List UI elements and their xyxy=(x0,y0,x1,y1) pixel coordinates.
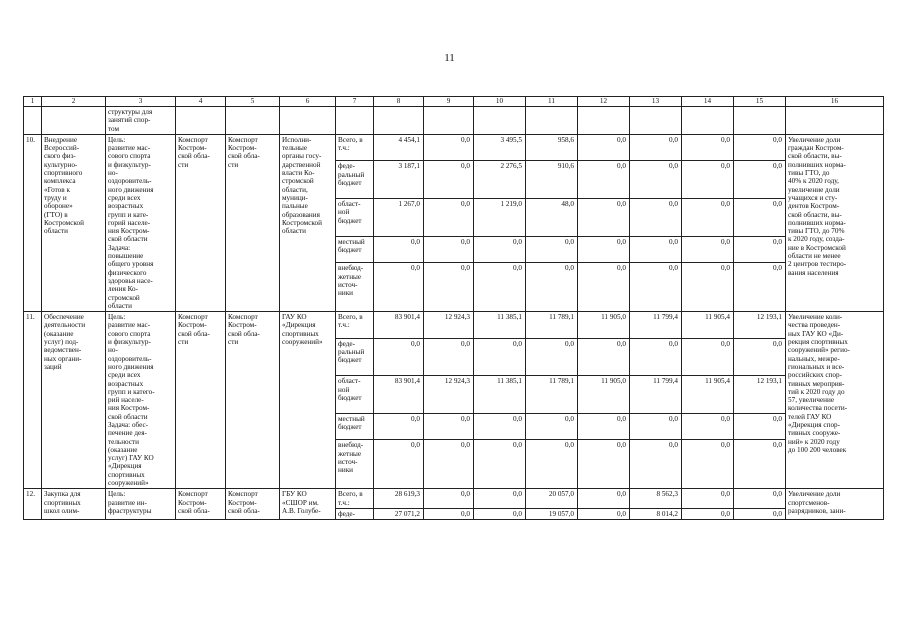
funding-value: 0,0 xyxy=(374,263,424,312)
funding-value: 0,0 xyxy=(474,440,526,489)
table-row xyxy=(24,312,884,338)
funding-value: 0,0 xyxy=(526,263,578,312)
column-number-header: 6 xyxy=(280,97,336,107)
funding-value: 0,0 xyxy=(424,161,474,199)
column-number-header: 2 xyxy=(42,97,106,107)
column-number-header: 13 xyxy=(630,97,682,107)
funding-value: 0,0 xyxy=(682,199,734,237)
column-number-header: 16 xyxy=(786,97,884,107)
funding-value: 11 905,4 xyxy=(682,312,734,338)
column-number-header: 14 xyxy=(682,97,734,107)
empty-cell xyxy=(630,107,682,135)
funding-value: 0,0 xyxy=(682,134,734,160)
funding-value: 0,0 xyxy=(424,508,474,519)
column-number-header: 10 xyxy=(474,97,526,107)
funding-value: 0,0 xyxy=(474,236,526,262)
funding-value: 0,0 xyxy=(630,161,682,199)
item-number: 10. xyxy=(24,134,42,311)
empty-cell xyxy=(526,107,578,135)
funding-value: 0,0 xyxy=(374,413,424,439)
item-responsible: Комспорт Костром- ской обла- сти xyxy=(176,134,226,311)
funding-source: внебюд- жетные источ- ники xyxy=(336,440,374,489)
funding-value: 0,0 xyxy=(374,440,424,489)
funding-source: област- ной бюджет xyxy=(336,376,374,414)
item-name: Закупка для спортивных школ олим- xyxy=(42,489,106,520)
item-goal: Цель: развитие ин- фраструктуры xyxy=(106,489,176,520)
funding-value: 1 219,0 xyxy=(474,199,526,237)
empty-cell xyxy=(734,107,786,135)
item-name: Внедрение Всероссий- ского физ- культурно- спортивного комплекса «Готов к труду и обороне» (ГТО) в Костромской области xyxy=(42,134,106,311)
program-table xyxy=(23,96,884,520)
funding-value: 0,0 xyxy=(630,263,682,312)
funding-value: 0,0 xyxy=(578,508,630,519)
empty-cell xyxy=(280,107,336,135)
column-number-header: 12 xyxy=(578,97,630,107)
funding-source: внебюд- жетные источ- ники xyxy=(336,263,374,312)
funding-value: 8 562,3 xyxy=(630,489,682,509)
funding-value: 0,0 xyxy=(424,134,474,160)
item-name: Обеспечение деятельности (оказание услуг) под- ведомствен- ных органи- заций xyxy=(42,312,106,489)
funding-value: 12 924,3 xyxy=(424,312,474,338)
funding-value: 11 905,4 xyxy=(682,376,734,414)
column-number-header: 9 xyxy=(424,97,474,107)
funding-value: 0,0 xyxy=(734,338,786,376)
funding-value: 0,0 xyxy=(630,236,682,262)
column-number-header: 3 xyxy=(106,97,176,107)
funding-value: 3 187,1 xyxy=(374,161,424,199)
expected-result: Увеличение коли- чества проведен- ных ГАУ КО «Ди- рекция спортивных сооружений» регио- нальных, межре- гиональных и все- российских спор- тивных мероприя- тий к 2020 году до 57, увеличение количества посети- телей ГАУ КО «Дирекция спор- тивных сооруже- ний» к 2020 году до 100 200 человек xyxy=(786,312,884,489)
funding-value: 2 276,5 xyxy=(474,161,526,199)
funding-value: 3 495,5 xyxy=(474,134,526,160)
funding-value: 0,0 xyxy=(578,440,630,489)
funding-value: 0,0 xyxy=(424,199,474,237)
page-number: 11 xyxy=(444,52,455,64)
funding-value: 0,0 xyxy=(526,236,578,262)
funding-value: 0,0 xyxy=(374,236,424,262)
empty-cell xyxy=(42,107,106,135)
funding-source: Всего, в т.ч.: xyxy=(336,134,374,160)
funding-value: 83 901,4 xyxy=(374,312,424,338)
empty-cell xyxy=(226,107,280,135)
funding-value: 958,6 xyxy=(526,134,578,160)
funding-source: феде- ральный бюджет xyxy=(336,338,374,376)
item-coexecutor: Комспорт Костром- ской обла- xyxy=(226,489,280,520)
funding-source: феде- ральный бюджет xyxy=(336,161,374,199)
funding-value: 0,0 xyxy=(734,134,786,160)
funding-value: 0,0 xyxy=(578,236,630,262)
funding-source: област- ной бюджет xyxy=(336,199,374,237)
item-goal: Цель: развитие мас- сового спорта и физкультур- но- оздоровитель- ного движения среди всех возрастных групп и катего- рий населе- ния Костром- ской области Задача: обес- печение дея- тельности (оказание услуг) ГАУ КО «Дирекция спортивных сооружений» xyxy=(106,312,176,489)
funding-value: 0,0 xyxy=(424,263,474,312)
column-number-header: 7 xyxy=(336,97,374,107)
column-number-header: 11 xyxy=(526,97,578,107)
funding-value: 0,0 xyxy=(682,508,734,519)
funding-source: Всего, в т.ч.: xyxy=(336,312,374,338)
funding-value: 8 014,2 xyxy=(630,508,682,519)
funding-value: 0,0 xyxy=(682,236,734,262)
item-responsible: Комспорт Костром- ской обла- сти xyxy=(176,312,226,489)
funding-value: 0,0 xyxy=(424,413,474,439)
funding-value: 0,0 xyxy=(424,338,474,376)
empty-cell xyxy=(176,107,226,135)
empty-cell xyxy=(682,107,734,135)
funding-value: 0,0 xyxy=(734,413,786,439)
funding-value: 0,0 xyxy=(630,338,682,376)
funding-value: 0,0 xyxy=(578,199,630,237)
empty-cell xyxy=(424,107,474,135)
funding-value: 0,0 xyxy=(374,338,424,376)
funding-value: 0,0 xyxy=(578,413,630,439)
column-number-header: 5 xyxy=(226,97,280,107)
funding-value: 11 385,1 xyxy=(474,312,526,338)
funding-value: 11 789,1 xyxy=(526,376,578,414)
funding-value: 0,0 xyxy=(630,134,682,160)
funding-value: 0,0 xyxy=(474,413,526,439)
empty-cell xyxy=(374,107,424,135)
column-number-row xyxy=(24,97,884,107)
funding-value: 20 057,0 xyxy=(526,489,578,509)
item-coexecutor: Комспорт Костром- ской обла- сти xyxy=(226,312,280,489)
funding-value: 0,0 xyxy=(630,413,682,439)
funding-value: 12 193,1 xyxy=(734,312,786,338)
funding-value: 0,0 xyxy=(734,508,786,519)
item-goal: Цель: развитие мас- сового спорта и физкультур- но- оздоровитель- ного движения среди всех возрастных групп и кате- горий населе- ния Костром- ской области Задача: повышение общего уровня физического здоровья насе- ления Ко- стромской области xyxy=(106,134,176,311)
funding-value: 27 071,2 xyxy=(374,508,424,519)
funding-value: 0,0 xyxy=(526,413,578,439)
column-number-header: 15 xyxy=(734,97,786,107)
funding-source: феде- xyxy=(336,508,374,519)
expected-result: Увеличение доли спортсменов- разрядников, зани- xyxy=(786,489,884,520)
funding-source: местный бюджет xyxy=(336,236,374,262)
funding-value: 0,0 xyxy=(424,440,474,489)
funding-value: 11 799,4 xyxy=(630,376,682,414)
empty-cell xyxy=(474,107,526,135)
funding-value: 0,0 xyxy=(526,440,578,489)
item-coexecutor: Комспорт Костром- ской обла- сти xyxy=(226,134,280,311)
funding-value: 11 905,0 xyxy=(578,376,630,414)
empty-cell xyxy=(24,107,42,135)
funding-value: 0,0 xyxy=(474,263,526,312)
item-number: 12. xyxy=(24,489,42,520)
continued-row xyxy=(24,107,884,135)
funding-value: 0,0 xyxy=(682,161,734,199)
funding-value: 28 619,3 xyxy=(374,489,424,509)
funding-value: 12 924,3 xyxy=(424,376,474,414)
funding-value: 0,0 xyxy=(734,161,786,199)
continued-goal-text: структуры для занятий спор- том xyxy=(106,107,176,135)
funding-value: 0,0 xyxy=(578,134,630,160)
funding-value: 0,0 xyxy=(578,489,630,509)
expected-result: Увеличение доли граждан Костром- ской области, вы- полнивших норма- тивы ГТО, до 40% к 2020 году, увеличение доли учащихся и сту- дентов Костром- ской области, вы- полнивших норма- тивы ГТО, до 70% к 2020 году, созда- ние в Костромской области не менее 2 центров тестиро- вания населения xyxy=(786,134,884,311)
item-participants: ГАУ КО «Дирекция спортивных сооружений» xyxy=(280,312,336,489)
funding-value: 0,0 xyxy=(578,161,630,199)
funding-value: 0,0 xyxy=(682,489,734,509)
funding-value: 11 789,1 xyxy=(526,312,578,338)
funding-value: 0,0 xyxy=(734,440,786,489)
item-participants: Исполни- тельные органы госу- дарственной власти Ко- стромской области, муници- пальные образования Костромской области xyxy=(280,134,336,311)
funding-value: 83 901,4 xyxy=(374,376,424,414)
column-number-header: 4 xyxy=(176,97,226,107)
funding-value: 910,6 xyxy=(526,161,578,199)
funding-value: 0,0 xyxy=(734,489,786,509)
table-row xyxy=(24,134,884,160)
funding-value: 0,0 xyxy=(630,199,682,237)
table-row xyxy=(24,489,884,509)
funding-value: 0,0 xyxy=(682,440,734,489)
funding-value: 0,0 xyxy=(526,338,578,376)
funding-value: 11 905,0 xyxy=(578,312,630,338)
funding-value: 0,0 xyxy=(682,263,734,312)
funding-value: 0,0 xyxy=(630,440,682,489)
funding-value: 0,0 xyxy=(578,338,630,376)
funding-value: 0,0 xyxy=(734,263,786,312)
funding-value: 0,0 xyxy=(682,338,734,376)
empty-cell xyxy=(786,107,884,135)
funding-value: 11 799,4 xyxy=(630,312,682,338)
funding-value: 0,0 xyxy=(424,236,474,262)
funding-value: 1 267,0 xyxy=(374,199,424,237)
item-responsible: Комспорт Костром- ской обла- xyxy=(176,489,226,520)
funding-value: 0,0 xyxy=(474,489,526,509)
empty-cell xyxy=(336,107,374,135)
empty-cell xyxy=(578,107,630,135)
funding-value: 0,0 xyxy=(682,413,734,439)
funding-value: 0,0 xyxy=(734,236,786,262)
column-number-header: 8 xyxy=(374,97,424,107)
funding-value: 11 385,1 xyxy=(474,376,526,414)
funding-value: 4 454,1 xyxy=(374,134,424,160)
funding-value: 0,0 xyxy=(474,338,526,376)
funding-value: 12 193,1 xyxy=(734,376,786,414)
funding-value: 0,0 xyxy=(734,199,786,237)
item-number: 11. xyxy=(24,312,42,489)
funding-value: 0,0 xyxy=(474,508,526,519)
funding-value: 19 057,0 xyxy=(526,508,578,519)
funding-source: Всего, в т.ч.: xyxy=(336,489,374,509)
column-number-header: 1 xyxy=(24,97,42,107)
item-participants: ГБУ КО «СШОР им. А.В. Голубе- xyxy=(280,489,336,520)
funding-value: 0,0 xyxy=(578,263,630,312)
funding-source: местный бюджет xyxy=(336,413,374,439)
funding-value: 48,0 xyxy=(526,199,578,237)
funding-value: 0,0 xyxy=(424,489,474,509)
